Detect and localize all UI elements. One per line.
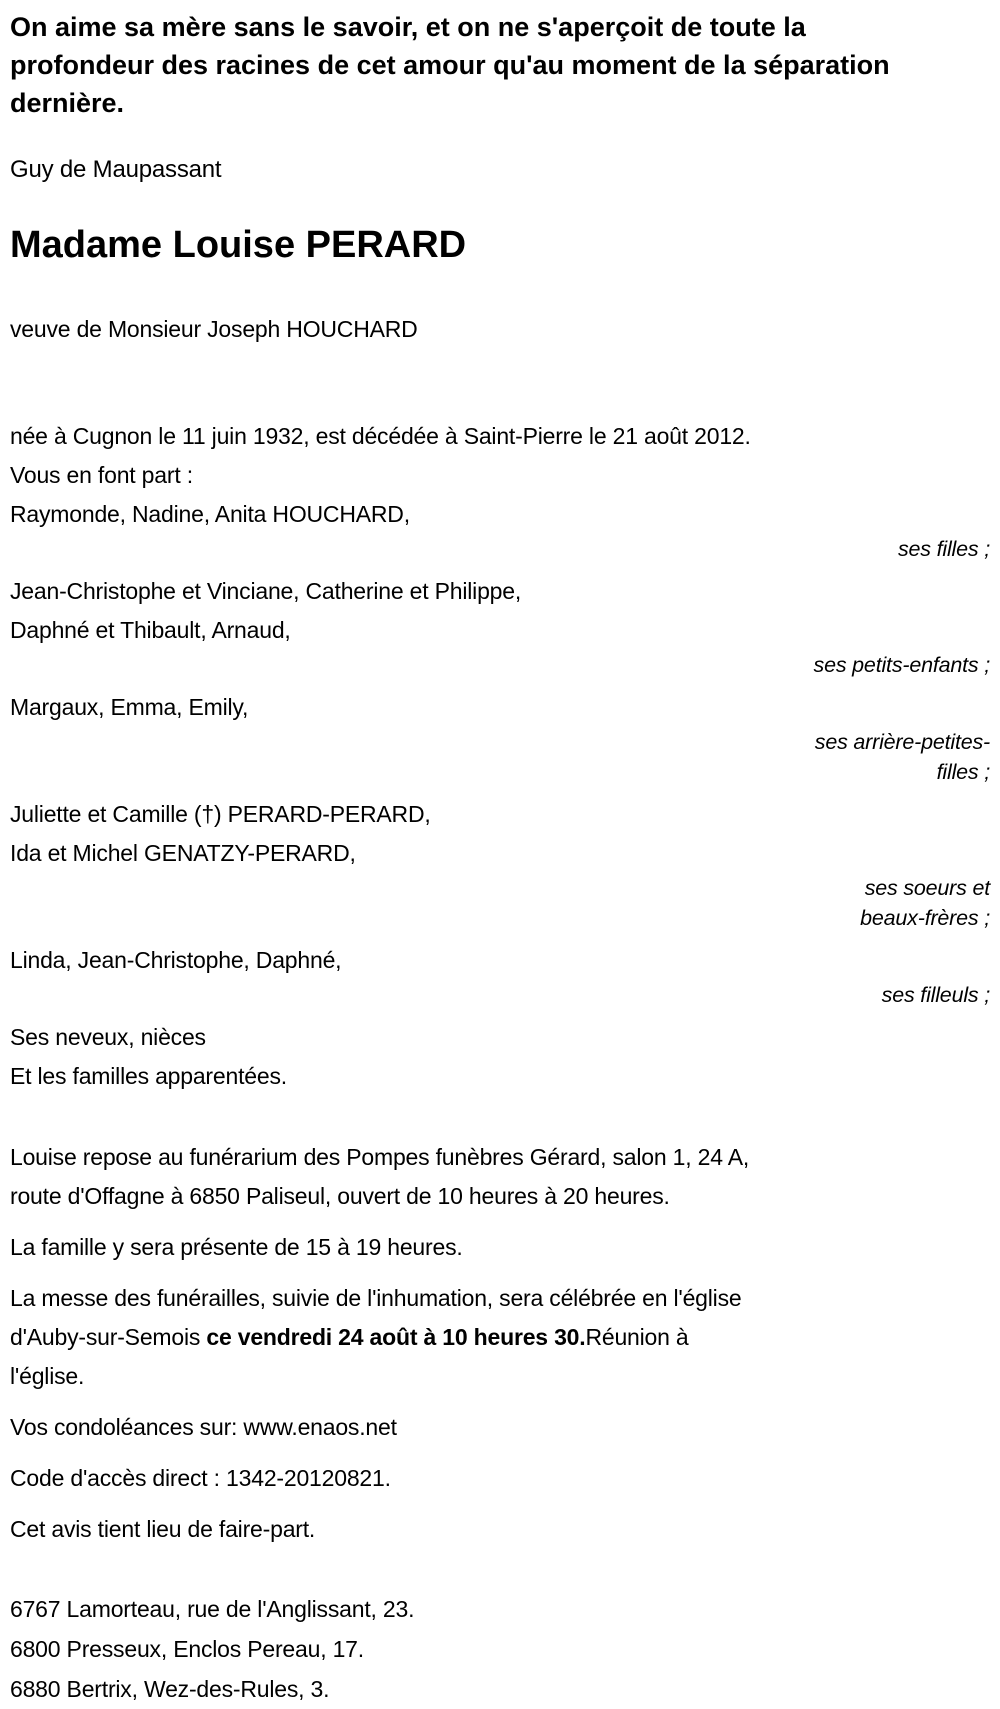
detail-line <box>10 1318 990 1357</box>
detail-paragraph <box>10 1510 990 1549</box>
relation-label-line: ses petits-enfants ; <box>813 653 990 677</box>
family-group <box>10 941 990 1010</box>
detail-line <box>10 1459 990 1498</box>
detail-paragraph <box>10 1408 990 1447</box>
family-group <box>10 495 990 564</box>
family-names-line: Daphné et Thibault, Arnaud, <box>10 617 291 643</box>
detail-paragraph <box>10 1279 990 1396</box>
detail-text: l'église. <box>10 1363 85 1389</box>
family-names-line: Raymonde, Nadine, Anita HOUCHARD, <box>10 501 410 527</box>
relation-label-line: ses arrière-petites- <box>814 730 990 754</box>
family-names-line: Margaux, Emma, Emily, <box>10 694 249 720</box>
detail-text: Louise repose au funérarium des Pompes funèbres Gérard, salon 1, 24 A, <box>10 1144 750 1170</box>
birth-death-line: née à Cugnon le 11 juin 1932, est décédée à Saint-Pierre le 21 août 2012. <box>10 423 751 449</box>
relation-label-line: beaux-frères ; <box>860 906 990 930</box>
detail-text: route d'Offagne à 6850 Paliseul, ouvert de 10 heures à 20 heures. <box>10 1183 670 1209</box>
detail-text: Code d'accès direct : 1342-20120821. <box>10 1465 391 1491</box>
addresses <box>10 1589 990 1709</box>
detail-line <box>10 1357 990 1396</box>
detail-text: La messe des funérailles, suivie de l'inhumation, sera célébrée en l'église <box>10 1285 742 1311</box>
detail-text: Cet avis tient lieu de faire-part. <box>10 1516 316 1542</box>
quote <box>10 8 990 122</box>
deceased-name: Madame Louise PERARD <box>10 224 467 266</box>
detail-line <box>10 1228 990 1267</box>
detail-line <box>10 1408 990 1447</box>
family-group <box>10 572 990 680</box>
relation-label <box>710 873 990 933</box>
quote-line: profondeur des racines de cet amour qu'au moment de la séparation <box>10 50 890 80</box>
detail-line <box>10 1177 990 1216</box>
address-line: 6880 Bertrix, Wez-des-Rules, 3. <box>10 1676 330 1702</box>
relation-label <box>710 534 990 564</box>
detail-text: La famille y sera présente de 15 à 19 heures. <box>10 1234 463 1260</box>
deceased-relation: veuve de Monsieur Joseph HOUCHARD <box>10 316 418 342</box>
family-names-line: Ses neveux, nièces <box>10 1024 206 1050</box>
detail-text: Vos condoléances sur: www.enaos.net <box>10 1414 397 1440</box>
relation-label-line: ses filleuls ; <box>881 983 990 1007</box>
family-names-line: Linda, Jean-Christophe, Daphné, <box>10 947 342 973</box>
family-group <box>10 795 990 933</box>
death-notice <box>10 8 990 1709</box>
detail-line <box>10 1510 990 1549</box>
detail-line <box>10 1279 990 1318</box>
family-names-line: Jean-Christophe et Vinciane, Catherine et Philippe, <box>10 578 522 604</box>
detail-paragraph <box>10 1228 990 1267</box>
relation-label <box>710 980 990 1010</box>
relation-label-line: filles ; <box>936 760 990 784</box>
quote-author: Guy de Maupassant <box>10 156 222 183</box>
relation-label-line: ses filles ; <box>898 537 990 561</box>
relation-label-line: ses soeurs et <box>864 876 990 900</box>
detail-text-bold: ce vendredi 24 août à 10 heures 30. <box>206 1324 586 1350</box>
relation-label <box>710 727 990 787</box>
relation-label <box>710 650 990 680</box>
funeral-details <box>10 1138 990 1549</box>
family-names-line: Et les familles apparentées. <box>10 1063 287 1089</box>
family-names-line: Ida et Michel GENATZY-PERARD, <box>10 840 356 866</box>
family-group <box>10 688 990 787</box>
announcement-intro: Vous en font part : <box>10 462 193 488</box>
detail-line <box>10 1138 990 1177</box>
family-group <box>10 1018 990 1096</box>
detail-paragraph <box>10 1459 990 1498</box>
detail-text: Réunion à <box>585 1324 689 1350</box>
address-line: 6800 Presseux, Enclos Pereau, 17. <box>10 1636 364 1662</box>
detail-paragraph <box>10 1138 990 1216</box>
quote-line: dernière. <box>10 88 125 118</box>
detail-text: d'Auby-sur-Semois <box>10 1324 207 1350</box>
family-names-line: Juliette et Camille (†) PERARD-PERARD, <box>10 801 431 827</box>
family-groups <box>10 495 990 1096</box>
quote-line: On aime sa mère sans le savoir, et on ne s'aperçoit de toute la <box>10 12 806 42</box>
address-line: 6767 Lamorteau, rue de l'Anglissant, 23. <box>10 1596 415 1622</box>
